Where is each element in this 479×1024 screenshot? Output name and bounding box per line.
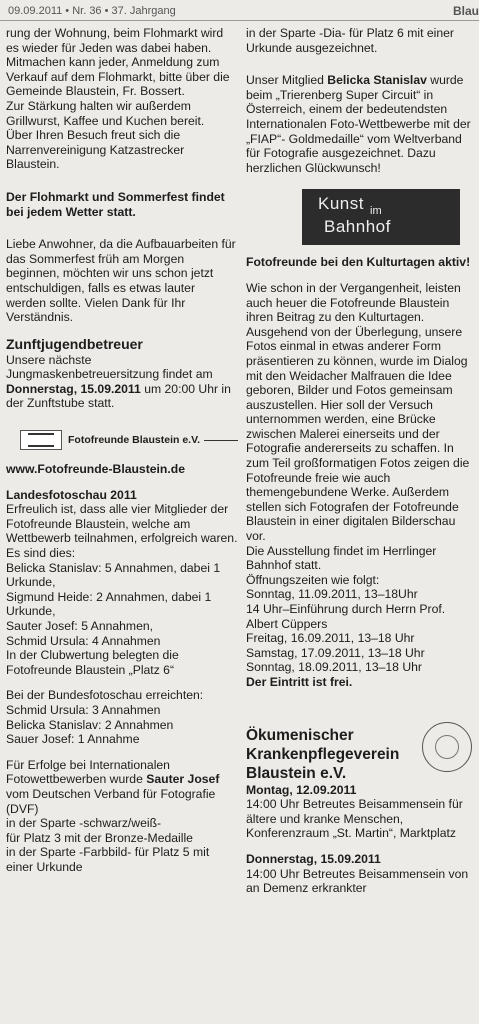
oeffnung-item: Samstag, 17.09.2011, 13–18 Uhr	[246, 645, 425, 660]
oeffnung-item: Freitag, 16.09.2011, 13–18 Uhr	[246, 631, 415, 646]
oek-section	[246, 726, 474, 783]
zunft-text: Unsere nächste Jungmaskenbetreuersitzung findet am Donnerstag, 15.09.2011 um 20:00 Uhr in der Zunftstube statt.	[6, 352, 231, 411]
landes-item: Sigmund Heide: 2 Annahmen, dabei 1 Urkunde,	[6, 589, 212, 619]
montag-text: 14:00 Uhr Betreutes Beisammensein für ältere und kranke Menschen, Konferenzraum „St. Martin“, Marktplatz	[246, 797, 463, 841]
mitglied-text: Unser Mitglied Belicka Stanislav wurde beim „Trierenberg Super Circuit“ in Österreich, einem der bedeutendsten Internationalen Foto-Wettbewerbe mit der „FIAP“- Goldmedaille“ vom Weltverband für Fotografie ausgezeichnet. Dazu herzlichen Glückwunsch!	[246, 73, 471, 175]
kultur-text: Wie schon in der Vergangenheit, leisten auch heuer die Fotofreunde Blaustein ihren Beitrag zu den Kulturtagen. Ausgehend von der Überlegung, unsere Fotos einmal in etwas anderer Form präsentieren zu können, wurde im Dialog mit den Weidacher Malfrauen die Idee geboren, Bilder und Fotos gemeinsam auszustellen. Hier soll der Versuch unternommen werden, eine Brücke zwischen Malerei einerseits und der Fotografie andererseits zu schaffen. In zum Teil großformatigen Fotos zeigen die Fotofreunde freie wie auch themengebundene Werke. Außerdem stellen sich Fotografen der Fotofreunde Blaustein in einer digitalen Bilderschau vor.	[246, 280, 470, 544]
flohmarkt-text: Zur Stärkung halten wir außerdem Grillwurst, Kaffee und Kuchen bereit.	[6, 98, 205, 128]
right-column	[246, 26, 474, 896]
kunst-im-bahnhof-logo: Kunst im Bahnhof	[302, 189, 460, 245]
header-title-cut: Blau	[452, 4, 479, 18]
camera-logo-icon	[20, 430, 62, 450]
header-rule	[0, 20, 479, 21]
kultur-heading: Fotofreunde bei den Kulturtagen aktiv!	[246, 255, 471, 270]
landes-item: Belicka Stanislav: 5 Annahmen, dabei 1 Urkunde,	[6, 560, 221, 590]
oeffnung-item: Sonntag, 18.09.2011, 13–18 Uhr	[246, 660, 422, 675]
flohmarkt-notice: Der Flohmarkt und Sommerfest findet bei jedem Wetter statt.	[6, 189, 225, 219]
kultur-text: Die Ausstellung findet im Herrlinger Bahnhof statt.	[246, 543, 437, 573]
landes-intro: Es sind dies:	[6, 546, 76, 561]
bund-intro: Bei der Bundesfotoschau erreichten:	[6, 688, 204, 703]
left-column	[6, 26, 238, 875]
foto-logo-text: Fotofreunde Blaustein e.V.	[68, 434, 201, 447]
eintritt-text: Der Eintritt ist frei.	[246, 674, 353, 689]
foto-url: www.Fotofreunde-Blaustein.de	[6, 462, 185, 477]
flohmarkt-text: Über Ihren Besuch freut sich die Narrenvereinigung Katzastrecker Blaustein.	[6, 128, 185, 172]
bund-item: Schmid Ursula: 3 Annahmen	[6, 702, 161, 717]
issue-info: 09.09.2011 • Nr. 36 • 37. Jahrgang	[8, 5, 176, 17]
dia-text: in der Sparte -Dia- für Platz 6 mit einer Urkunde ausgezeichnet.	[246, 26, 454, 55]
landes-item: Sauter Josef: 5 Annahmen,	[6, 619, 154, 633]
montag-heading: Montag, 12.09.2011	[246, 782, 357, 797]
landes-heading: Landesfotoschau 2011	[6, 487, 137, 502]
intl-item: in der Sparte -Farbbild- für Platz 5 mit einer Urkunde	[6, 845, 210, 874]
flohmarkt-text: rung der Wohnung, beim Flohmarkt wird es wieder für Jeden was dabei haben. Mitmachen kann jeder, Anmeldung zum Verkauf auf dem Flohmarkt, bitte über die Gemeinde Blaustein, Fr. Bossert.	[6, 26, 230, 99]
donnerstag-heading: Donnerstag, 15.09.2011	[246, 851, 381, 866]
foto-logo-line	[6, 429, 238, 451]
page-header	[0, 0, 479, 22]
oeffnung-intro: Öffnungszeiten wie folgt:	[246, 572, 380, 587]
intl-item: in der Sparte -schwarz/weiß-	[6, 816, 162, 831]
oeffnung-item: Sonntag, 11.09.2011, 13–18Uhr	[246, 587, 418, 602]
oeffnung-item: 14 Uhr–Einführung durch Herrn Prof. Albert Cüppers	[246, 602, 446, 631]
intl-item: für Platz 3 mit der Bronze-Medaille	[6, 830, 193, 845]
landes-club: In der Clubwertung belegten die Fotofreunde Blaustein „Platz 6“	[6, 648, 179, 677]
anwohner-text: Liebe Anwohner, da die Aufbauarbeiten für das Sommerfest früh am Morgen beginnen, möchten wir uns schon jetzt entschuldigen, falls es etwas lauter werden sollte. Vielen Dank für Ihr Verständnis.	[6, 237, 236, 325]
verein-stamp-icon	[422, 722, 472, 772]
zunft-heading: Zunftjugendbetreuer	[6, 335, 143, 352]
oek-heading: Ökumenischer Krankenpflegeverein Blaustein e.V.	[246, 726, 400, 782]
bund-item: Belicka Stanislav: 2 Annahmen	[6, 717, 174, 732]
intl-text: Für Erfolge bei Internationalen Fotowettbewerben wurde Sauter Josef vom Deutschen Verband für Fotografie (DVF)	[6, 757, 220, 816]
donnerstag-text: 14:00 Uhr Betreutes Beisammensein von an Demenz erkrankter	[246, 866, 469, 896]
bund-item: Sauer Josef: 1 Annahme	[6, 732, 140, 747]
landes-item: Schmid Ursula: 4 Annahmen	[6, 633, 161, 648]
landes-text: Erfreulich ist, dass alle vier Mitglieder der Fotofreunde Blaustein, welche am Wettbewerb teilnahmen, erfolgreich waren.	[6, 502, 238, 546]
